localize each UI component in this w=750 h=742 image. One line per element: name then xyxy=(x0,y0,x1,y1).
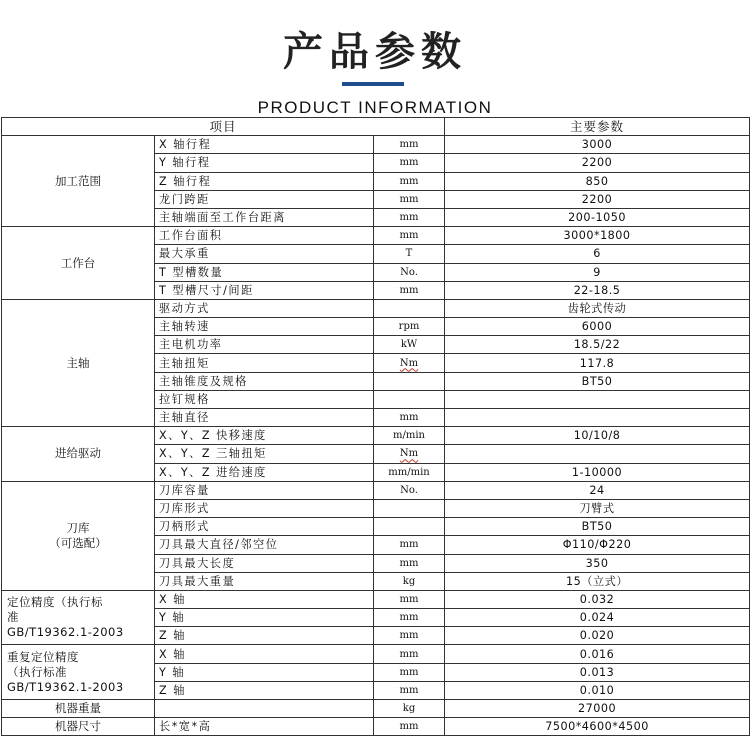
category-label: 进给驱动 xyxy=(55,446,101,461)
unit-cell: mm xyxy=(374,590,445,608)
value-cell: 350 xyxy=(445,554,750,572)
unit-cell: mm xyxy=(374,208,445,226)
item-cell: 驱动方式 xyxy=(155,299,374,317)
page-title: 产品参数 xyxy=(283,29,467,75)
value-cell: 0.016 xyxy=(445,645,750,663)
item-cell: 主轴端面至工作台距离 xyxy=(155,208,374,226)
category-label: 重复定位精度 xyxy=(7,649,79,664)
value-cell: 2200 xyxy=(445,190,750,208)
spec-table xyxy=(1,117,750,736)
unit-cell xyxy=(374,518,445,536)
item-cell: X 轴行程 xyxy=(155,136,374,154)
category-cell xyxy=(2,427,155,482)
unit-cell: mm xyxy=(374,536,445,554)
value-cell: 200-1050 xyxy=(445,208,750,226)
category-label: 刀库 xyxy=(66,520,90,535)
item-cell: T 型槽数量 xyxy=(155,263,374,281)
value-cell: 0.013 xyxy=(445,663,750,681)
table-row xyxy=(2,645,750,663)
value-cell: 0.032 xyxy=(445,590,750,608)
category-label: 准 xyxy=(7,610,19,625)
unit-cell: mm xyxy=(374,663,445,681)
item-cell: 主轴扭矩 xyxy=(155,354,374,372)
value-cell: 3000 xyxy=(445,136,750,154)
category-cell xyxy=(2,718,155,736)
table-row xyxy=(2,136,750,154)
table-row xyxy=(2,481,750,499)
category-label: 机器尺寸 xyxy=(55,719,101,734)
item-cell: 龙门跨距 xyxy=(155,190,374,208)
unit-cell xyxy=(374,372,445,390)
unit-cell: mm xyxy=(374,281,445,299)
value-cell: 齿轮式传动 xyxy=(445,299,750,317)
item-cell: 主轴转速 xyxy=(155,318,374,336)
value-cell: 刀臂式 xyxy=(445,499,750,517)
value-cell: 0.020 xyxy=(445,627,750,645)
value-cell: 2200 xyxy=(445,154,750,172)
category-label: GB/T19362.1-2003 xyxy=(7,679,124,694)
item-cell: 主轴直径 xyxy=(155,409,374,427)
value-cell: 850 xyxy=(445,172,750,190)
unit-cell: rpm xyxy=(374,318,445,336)
item-cell: X、Y、Z 快移速度 xyxy=(155,427,374,445)
unit-cell: kg xyxy=(374,572,445,590)
item-cell: 长*宽*高 xyxy=(155,718,374,736)
item-cell: 刀库形式 xyxy=(155,499,374,517)
value-cell: 3000*1800 xyxy=(445,227,750,245)
unit-cell: mm xyxy=(374,645,445,663)
value-cell: Φ110/Φ220 xyxy=(445,536,750,554)
unit-cell: No. xyxy=(374,263,445,281)
value-cell: BT50 xyxy=(445,372,750,390)
unit-cell: No. xyxy=(374,481,445,499)
item-cell: X 轴 xyxy=(155,590,374,608)
item-cell: 刀柄形式 xyxy=(155,518,374,536)
item-cell: X 轴 xyxy=(155,645,374,663)
item-cell: X、Y、Z 进给速度 xyxy=(155,463,374,481)
category-label: （可选配） xyxy=(49,535,107,550)
item-cell: 拉钉规格 xyxy=(155,390,374,408)
category-cell xyxy=(2,590,155,645)
item-cell: 主电机功率 xyxy=(155,336,374,354)
item-cell: Y 轴行程 xyxy=(155,154,374,172)
unit-cell: mm xyxy=(374,227,445,245)
category-label: GB/T19362.1-2003 xyxy=(7,625,124,640)
category-label: 定位精度（执行标 xyxy=(7,595,103,610)
value-cell: 9 xyxy=(445,263,750,281)
table-row xyxy=(2,590,750,608)
table-row xyxy=(2,227,750,245)
category-label: （执行标准 xyxy=(7,664,67,679)
unit-cell xyxy=(374,499,445,517)
item-cell: Z 轴 xyxy=(155,627,374,645)
header-item: 项目 xyxy=(2,118,445,136)
item-cell: 主轴锥度及规格 xyxy=(155,372,374,390)
value-cell xyxy=(445,390,750,408)
unit-cell: mm/min xyxy=(374,463,445,481)
category-label: 机器重量 xyxy=(55,701,101,716)
value-cell: BT50 xyxy=(445,518,750,536)
value-cell: 117.8 xyxy=(445,354,750,372)
item-cell: Z 轴 xyxy=(155,681,374,699)
item-cell xyxy=(155,700,374,718)
unit-cell: T xyxy=(374,245,445,263)
spec-table-container xyxy=(1,117,749,736)
page-subtitle: PRODUCT INFORMATION xyxy=(257,98,493,117)
header-param: 主要参数 xyxy=(445,118,750,136)
item-cell: 最大承重 xyxy=(155,245,374,263)
unit-cell: m/min xyxy=(374,427,445,445)
unit-cell: mm xyxy=(374,718,445,736)
unit-cell: mm xyxy=(374,190,445,208)
spec-table-body xyxy=(2,118,750,736)
item-cell: 刀具最大直径/邻空位 xyxy=(155,536,374,554)
title-underline xyxy=(342,82,404,86)
value-cell: 18.5/22 xyxy=(445,336,750,354)
category-cell xyxy=(2,227,155,300)
item-cell: 刀具最大重量 xyxy=(155,572,374,590)
unit-label: Nm xyxy=(399,357,419,369)
item-cell: X、Y、Z 三轴扭矩 xyxy=(155,445,374,463)
table-row xyxy=(2,427,750,445)
item-cell: 工作台面积 xyxy=(155,227,374,245)
value-cell: 10/10/8 xyxy=(445,427,750,445)
unit-cell: mm xyxy=(374,609,445,627)
item-cell: T 型槽尺寸/间距 xyxy=(155,281,374,299)
unit-cell xyxy=(374,445,445,463)
category-cell xyxy=(2,136,155,227)
value-cell: 22-18.5 xyxy=(445,281,750,299)
value-cell: 6000 xyxy=(445,318,750,336)
category-cell xyxy=(2,700,155,718)
unit-cell: kg xyxy=(374,700,445,718)
unit-cell: mm xyxy=(374,681,445,699)
unit-label: Nm xyxy=(399,448,419,460)
table-row xyxy=(2,299,750,317)
unit-cell xyxy=(374,354,445,372)
category-cell xyxy=(2,645,155,700)
item-cell: 刀库容量 xyxy=(155,481,374,499)
value-cell xyxy=(445,445,750,463)
unit-cell: mm xyxy=(374,409,445,427)
value-cell: 1-10000 xyxy=(445,463,750,481)
item-cell: Y 轴 xyxy=(155,663,374,681)
table-header-row xyxy=(2,118,750,136)
unit-cell: mm xyxy=(374,136,445,154)
unit-cell: mm xyxy=(374,172,445,190)
value-cell: 0.010 xyxy=(445,681,750,699)
category-cell xyxy=(2,299,155,426)
value-cell: 15（立式） xyxy=(445,572,750,590)
unit-cell xyxy=(374,299,445,317)
value-cell: 27000 xyxy=(445,700,750,718)
unit-cell: kW xyxy=(374,336,445,354)
value-cell: 24 xyxy=(445,481,750,499)
item-cell: Z 轴行程 xyxy=(155,172,374,190)
category-cell xyxy=(2,481,155,590)
table-row xyxy=(2,718,750,736)
unit-cell: mm xyxy=(374,554,445,572)
unit-cell: mm xyxy=(374,627,445,645)
unit-cell xyxy=(374,390,445,408)
value-cell: 7500*4600*4500 xyxy=(445,718,750,736)
category-label: 主轴 xyxy=(66,355,90,370)
value-cell: 0.024 xyxy=(445,609,750,627)
category-label: 加工范围 xyxy=(55,173,101,188)
category-label: 工作台 xyxy=(60,255,96,270)
value-cell: 6 xyxy=(445,245,750,263)
table-row xyxy=(2,700,750,718)
item-cell: Y 轴 xyxy=(155,609,374,627)
item-cell: 刀具最大长度 xyxy=(155,554,374,572)
value-cell xyxy=(445,409,750,427)
unit-cell: mm xyxy=(374,154,445,172)
